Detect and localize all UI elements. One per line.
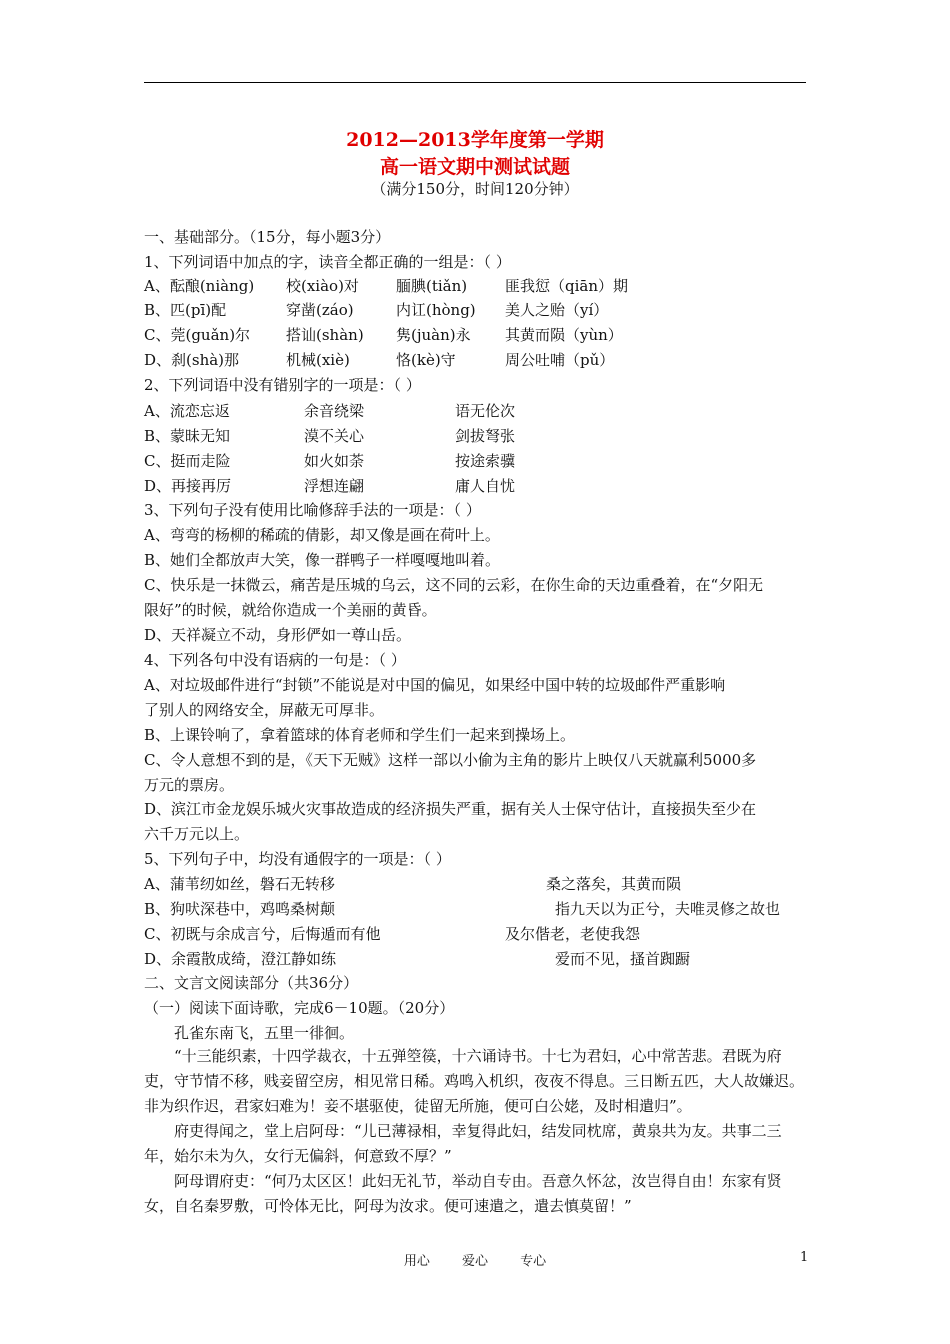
q2-option-c-1: C、挺而走险 (144, 452, 231, 470)
q1-option-a-2: 校(xiào)对 (286, 277, 359, 295)
q1-option-b-1: B、匹(pī)配 (144, 301, 227, 319)
q2-option-a-1: A、流恋忘返 (144, 402, 230, 420)
q2-option-d-3: 庸人自忧 (455, 477, 516, 495)
q3-option-a: A、弯弯的杨柳的稀疏的倩影，却又像是画在荷叶上。 (144, 526, 500, 544)
q1-option-c-2: 搭讪(shàn) (286, 326, 364, 344)
q4-option-d-line1: D、滨江市金龙娱乐城火灾事故造成的经济损失严重，据有关人士保守估计，直接损失至少在 (144, 800, 757, 818)
footer-word-3: 专心 (520, 1254, 547, 1269)
q1-option-a-4: 匪我愆（qiān）期 (505, 277, 629, 295)
q5-option-c-2: 及尔偕老，老使我怨 (505, 925, 641, 943)
q1-option-d-4: 周公吐哺（pǔ） (505, 351, 615, 369)
q2-option-a-3: 语无伦次 (455, 402, 516, 420)
q5-option-b-1: B、狗吠深巷中，鸡鸣桑树颠 (144, 900, 336, 918)
q2-stem: 2、下列词语中没有错别字的一项是：（ ） (144, 376, 421, 394)
q1-option-a-3: 腼腆(tiǎn) (396, 277, 468, 295)
q3-option-b: B、她们全都放声大笑，像一群鸭子一样嘎嘎地叫着。 (144, 551, 501, 569)
q2-option-c-2: 如火如荼 (304, 452, 365, 470)
q1-option-d-2: 机械(xiè) (286, 351, 350, 369)
q5-option-b-2: 指九天以为正兮，夫唯灵修之故也 (555, 900, 781, 918)
poem-first-line: 孔雀东南飞，五里一徘徊。 (174, 1024, 355, 1042)
q1-option-d-3: 恪(kè)守 (396, 351, 456, 369)
q4-stem: 4、下列各句中没有语病的一句是：（ ） (144, 651, 406, 669)
section2-heading: 二、文言文阅读部分（共36分） (144, 974, 359, 992)
q3-stem: 3、下列句子没有使用比喻修辞手法的一项是：（ ） (144, 501, 481, 519)
q1-option-b-3: 内讧(hòng) (396, 301, 476, 319)
q5-option-a-1: A、蒲苇纫如丝，磐石无转移 (144, 875, 335, 893)
exam-title-year: 2012—2013学年度第一学期 (346, 129, 604, 151)
q5-option-a-2: 桑之落矣，其黄而陨 (546, 875, 682, 893)
q4-option-c-line2: 万元的票房。 (144, 776, 235, 794)
section1-heading: 一、基础部分。（15分，每小题3分） (144, 228, 391, 246)
q1-option-a-1: A、酝酿(niàng) (144, 277, 255, 295)
q2-option-d-1: D、再接再厉 (144, 477, 232, 495)
page-number: 1 (800, 1250, 809, 1265)
q5-option-c-1: C、初既与余成言兮，后悔遁而有他 (144, 925, 381, 943)
q2-option-b-3: 剑拔弩张 (455, 427, 516, 445)
section2-sub1: （一）阅读下面诗歌，完成6－10题。（20分） (144, 999, 455, 1017)
poem-paragraph-3: 阿母谓府吏：“何乃太区区！此妇无礼节，举动自专由。吾意久怀忿，汝岂得自由！东家有贤女，自名秦罗敷，可怜体无比，阿母为汝求。便可速遣之，遣去慎莫留！” (144, 1172, 782, 1215)
q2-option-b-1: B、蒙昧无知 (144, 427, 231, 445)
q2-option-c-3: 按途索骥 (455, 452, 516, 470)
q1-option-d-1: D、刹(shà)那 (144, 351, 240, 369)
poem-paragraph-2: 府吏得闻之，堂上启阿母：“儿已薄禄相，幸复得此妇，结发同枕席，黄泉共为友。共事二三年，始尔未为久，女行无偏斜，何意致不厚？” (144, 1122, 782, 1165)
q3-option-c-line1: C、快乐是一抹微云，痛苦是压城的乌云，这不同的云彩，在你生命的天边重叠着，在“夕阳无 (144, 576, 764, 594)
q1-option-c-3: 隽(juàn)永 (396, 326, 471, 344)
exam-title: 高一语文期中测试试题 (379, 156, 570, 178)
q4-option-d-line2: 六千万元以上。 (144, 825, 250, 843)
q3-option-c-line2: 限好”的时候，就给你造成一个美丽的黄昏。 (144, 601, 437, 619)
q3-option-d: D、天祥凝立不动，身形俨如一尊山岳。 (144, 626, 412, 644)
q2-option-b-2: 漠不关心 (304, 427, 365, 445)
q4-option-a-line1: A、对垃圾邮件进行“封锁”不能说是对中国的偏见，如果经中国中转的垃圾邮件严重影响 (144, 676, 726, 694)
exam-subtitle: （满分150分，时间120分钟） (371, 180, 579, 198)
q5-option-d-1: D、余霞散成绮，澄江静如练 (144, 950, 337, 968)
q2-option-a-2: 余音绕梁 (304, 402, 365, 420)
q1-option-c-4: 其黄而陨（yùn） (505, 326, 623, 344)
q4-option-c-line1: C、令人意想不到的是，《天下无贼》这样一部以小偷为主角的影片上映仅八天就赢利5000多 (144, 751, 757, 769)
q5-option-d-2: 爱而不见，搔首踟蹰 (555, 950, 691, 968)
poem-paragraph-1: “十三能织素，十四学裁衣，十五弹箜篌，十六诵诗书。十七为君妇，心中常苦悲。君既为府吏，守节情不移，贱妾留空房，相见常日稀。鸡鸣入机织，夜夜不得息。三日断五匹，大人故嫌迟。非为织作迟，君家妇难为！妾不堪驱使，徒留无所施，便可白公姥，及时相遣归”。 (144, 1047, 805, 1115)
q5-stem: 5、下列句子中，均没有通假字的一项是：（ ） (144, 850, 451, 868)
q1-option-b-2: 穿凿(záo) (286, 301, 354, 319)
footer-word-2: 爱心 (461, 1254, 488, 1269)
q4-option-a-line2: 了别人的网络安全，屏蔽无可厚非。 (144, 701, 385, 719)
q2-option-d-2: 浮想连翩 (304, 477, 365, 495)
footer-word-1: 用心 (403, 1254, 430, 1269)
q1-option-c-1: C、莞(guǎn)尔 (144, 326, 251, 344)
q4-option-b: B、上课铃响了，拿着篮球的体育老师和学生们一起来到操场上。 (144, 726, 576, 744)
header-rule (144, 82, 806, 83)
q1-option-b-4: 美人之贻（yí） (505, 301, 609, 319)
q1-stem: 1、下列词语中加点的字，读音全都正确的一组是：（ ） (144, 253, 511, 271)
